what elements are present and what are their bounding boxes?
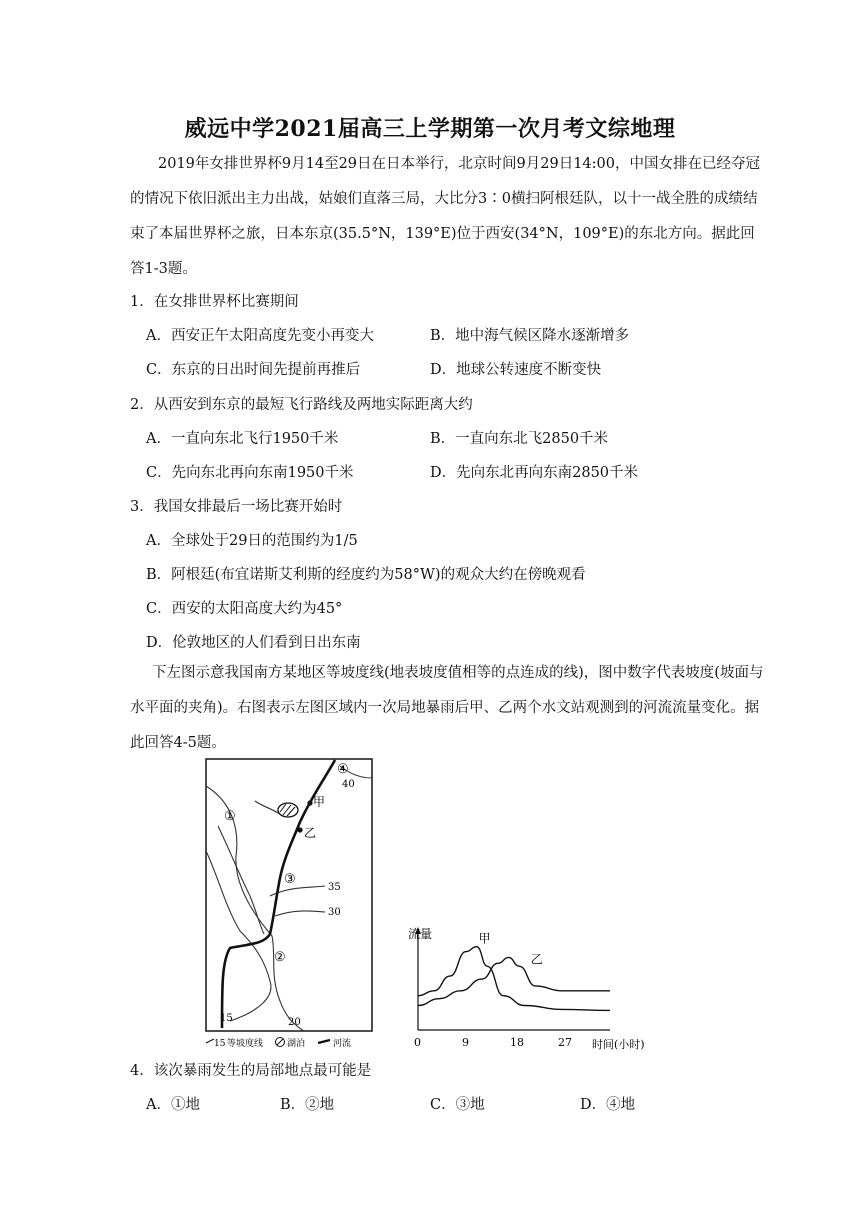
q3-option-b: B．阿根廷(布宜诺斯艾利斯的经度约为58°W)的观众大约在傍晚观看 (146, 567, 586, 583)
q2-option-c: C．先向东北再向东南1950千米 (146, 465, 354, 481)
legend-river-text: 河流 (333, 1039, 352, 1049)
contour-line-30 (275, 911, 325, 916)
x-tick-label: 18 (510, 1036, 524, 1049)
q2-stem: 2．从西安到东京的最短飞行路线及两地实际距离大约 (130, 397, 473, 413)
x-tick-label: 0 (414, 1036, 421, 1049)
region-1-label: ① (224, 809, 236, 824)
contour-line-lake (255, 801, 280, 814)
q4-stem: 4．该次暴雨发生的局部地点最可能是 (130, 1063, 372, 1079)
contour-label-40: 40 (342, 779, 355, 790)
q3-option-a: A．全球处于29日的范围约为1/5 (146, 533, 358, 549)
station-jia-label: 甲 (313, 795, 326, 809)
region-2-label: ② (274, 950, 286, 965)
q4-option-c: C．③地 (430, 1097, 485, 1113)
q4-option-a: A．①地 (146, 1097, 200, 1113)
x-tick-label: 9 (462, 1036, 469, 1049)
station-yi-label: 乙 (304, 826, 317, 840)
q3-option-d: D．伦敦地区的人们看到日出东南 (146, 635, 361, 651)
page-title: 威远中学2021届高三上学期第一次月考文综地理 (184, 116, 676, 142)
series-line-jia (418, 947, 610, 1011)
station-jia-marker (307, 800, 312, 805)
legend-contour-value: 15 (214, 1039, 226, 1049)
contour-label-15: 15 (220, 1013, 233, 1024)
q2-option-b: B．一直向东北飞2850千米 (430, 431, 609, 447)
map-frame (206, 759, 372, 1031)
q1-option-d: D．地球公转速度不断变快 (430, 362, 602, 378)
x-axis-label: 时间(小时) (592, 1038, 645, 1051)
q3-option-c: C．西安的太阳高度大约为45° (146, 601, 343, 617)
contour-label-30: 30 (328, 907, 341, 918)
q4-option-b: B．②地 (280, 1097, 335, 1113)
region-3-label: ③ (284, 872, 296, 887)
q3-stem: 3．我国女排最后一场比赛开始时 (130, 499, 343, 515)
station-yi-marker (297, 827, 302, 832)
q1-option-b: B．地中海气候区降水逐渐增多 (430, 328, 630, 344)
region-4-label: ④ (337, 762, 349, 777)
legend-contour-symbol (206, 1039, 214, 1043)
legend-river-symbol (318, 1040, 330, 1043)
x-tick-label: 27 (558, 1036, 572, 1049)
q1-stem: 1．在女排世界杯比赛期间 (130, 294, 299, 310)
series-label-yi: 乙 (530, 952, 543, 967)
q2-option-d: D．先向东北再向东南2850千米 (430, 465, 639, 481)
flow-hydrograph (400, 920, 660, 1055)
series-label-jia: 甲 (478, 931, 491, 946)
series-line-yi (418, 957, 610, 1005)
q4-option-d: D．④地 (580, 1097, 636, 1113)
intro-paragraph-2: 下左图示意我国南方某地区等坡度线(地表坡度值相等的点连成的线)，图中数字代表坡度(坡面与水平面的夹角)。右图表示左图区域内一次局地暴雨后甲、乙两个水文站观测到的河流流量变化。据此回答4-5题。 (130, 665, 764, 751)
q1-option-c: C．东京的日出时间先提前再推后 (146, 362, 361, 378)
q1-option-a: A．西安正午太阳高度先变小再变大 (146, 328, 374, 344)
y-axis-label: 流量 (408, 927, 433, 941)
q2-option-a: A．一直向东北飞行1950千米 (146, 431, 339, 447)
legend-lake-text: 湖泊 (287, 1039, 306, 1049)
intro-paragraph-1: 2019年女排世界杯9月14至29日在日本举行，北京时间9月29日14:00，中国女排在已经夺冠的情况下依旧派出主力出战，姑娘们直落三局，大比分3∶0横扫阿根廷队，以十一战全胜的成绩结束了本届世界杯之旅，日本东京(35.5°N，139°E)位于西安(34°N，109°E)的东北方向。据此回答1-3题。 (130, 156, 760, 277)
slope-contour-map (200, 756, 378, 1052)
contour-line-inner (218, 826, 264, 934)
contour-label-20: 20 (288, 1017, 301, 1028)
contour-label-35: 35 (328, 882, 341, 893)
legend-contour-text: 等坡度线 (227, 1039, 264, 1049)
